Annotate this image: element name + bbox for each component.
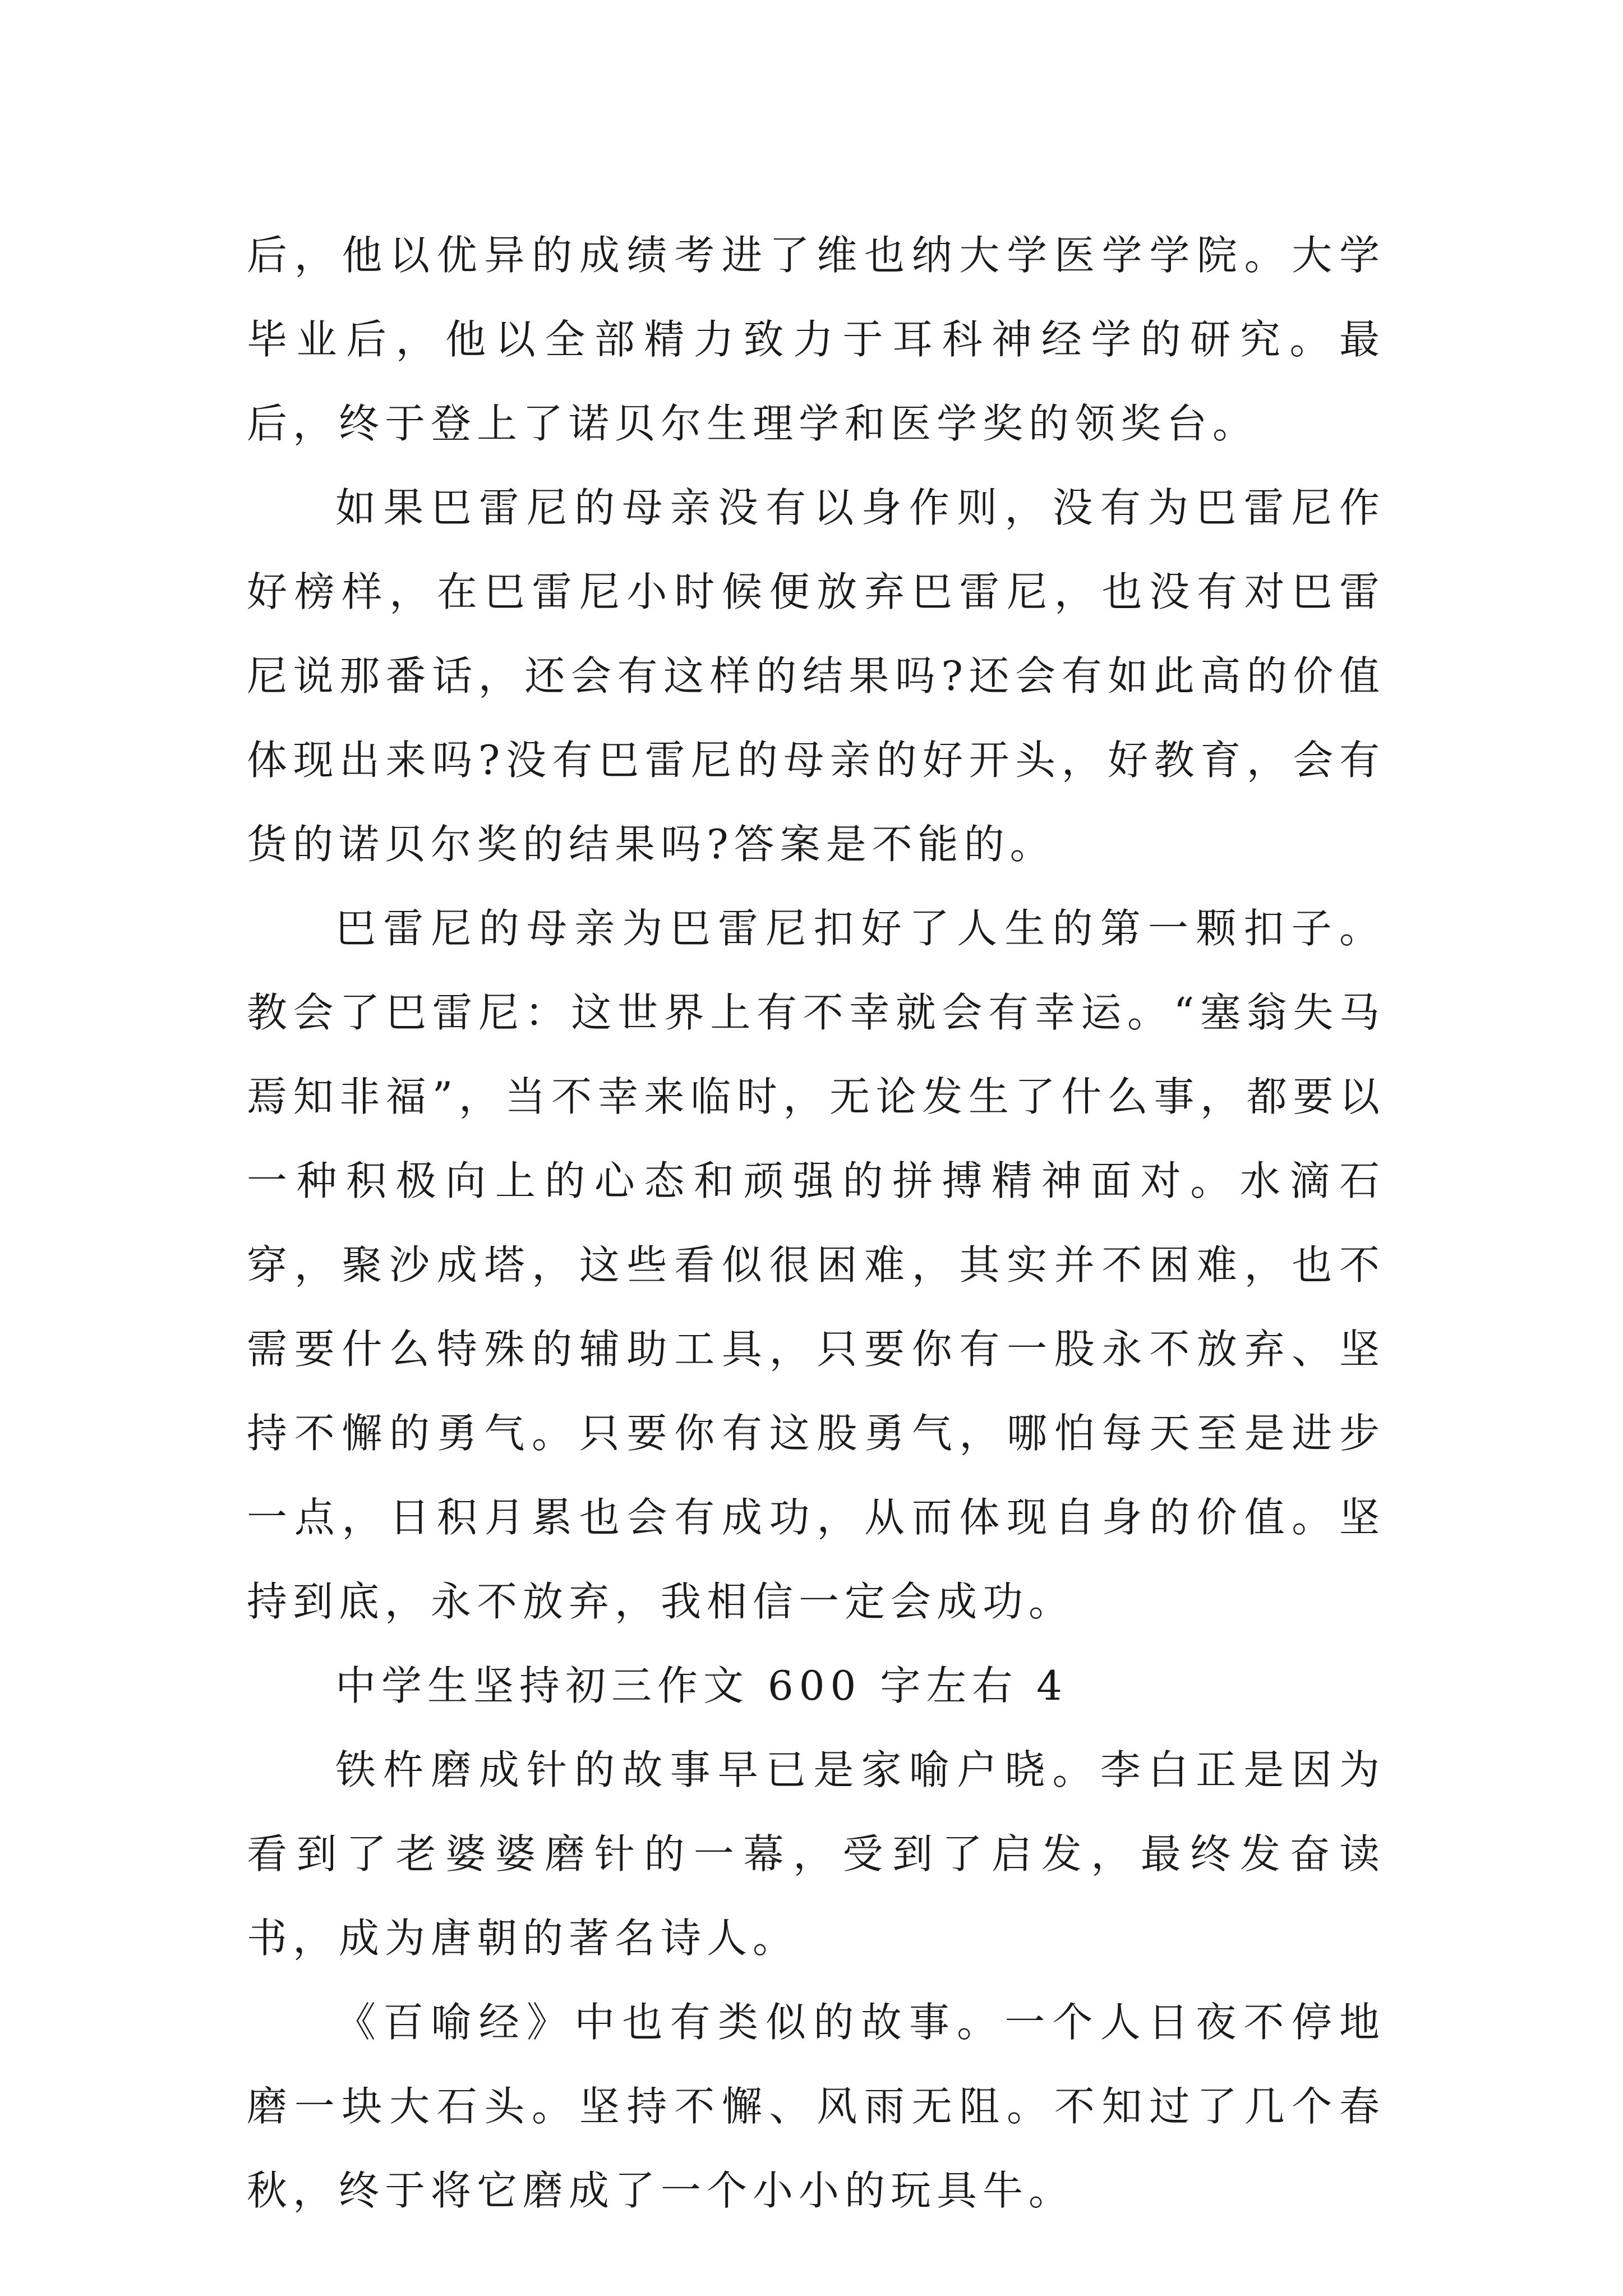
paragraph-5: 《百喻经》中也有类似的故事。一个人日夜不停地磨一块大石头。坚持不懈、风雨无阻。不知过了几个春秋，终于将它磨成了一个小小的玩具牛。 <box>247 1999 1385 2214</box>
paragraph-4: 铁杵磨成针的故事早已是家喻户晓。李白正是因为看到了老婆婆磨针的一幕，受到了启发，最终发奋读书，成为唐朝的著名诗人。 <box>247 1746 1385 1962</box>
paragraph-2: 如果巴雷尼的母亲没有以身作则，没有为巴雷尼作好榜样，在巴雷尼小时候便放弃巴雷尼，也没有对巴雷尼说那番话，还会有这样的结果吗?还会有如此高的价值体现出来吗?没有巴雷尼的母亲的好开头，好教育，会有货的诺贝尔奖的结果吗?答案是不能的。 <box>247 484 1385 868</box>
document-body <box>247 213 1385 2233</box>
paragraph-3: 巴雷尼的母亲为巴雷尼扣好了人生的第一颗扣子。教会了巴雷尼：这世界上有不幸就会有幸运。“塞翁失马焉知非福”，当不幸来临时，无论发生了什么事，都要以一种积极向上的心态和顽强的拼搏精神面对。水滴石穿，聚沙成塔，这些看似很困难，其实并不困难，也不需要什么特殊的辅助工具，只要你有一股永不放弃、坚持不懈的勇气。只要你有这股勇气，哪怕每天至是进步一点，日积月累也会有成功，从而体现自身的价值。坚持到底，永不放弃，我相信一定会成功。 <box>247 905 1385 1625</box>
section-heading: 中学生坚持初三作文 600 字左右 4 <box>335 1662 1068 1709</box>
paragraph-1: 后，他以优异的成绩考进了维也纳大学医学学院。大学毕业后，他以全部精力致力于耳科神经学的研究。最后，终于登上了诺贝尔生理学和医学奖的领奖台。 <box>247 232 1385 447</box>
